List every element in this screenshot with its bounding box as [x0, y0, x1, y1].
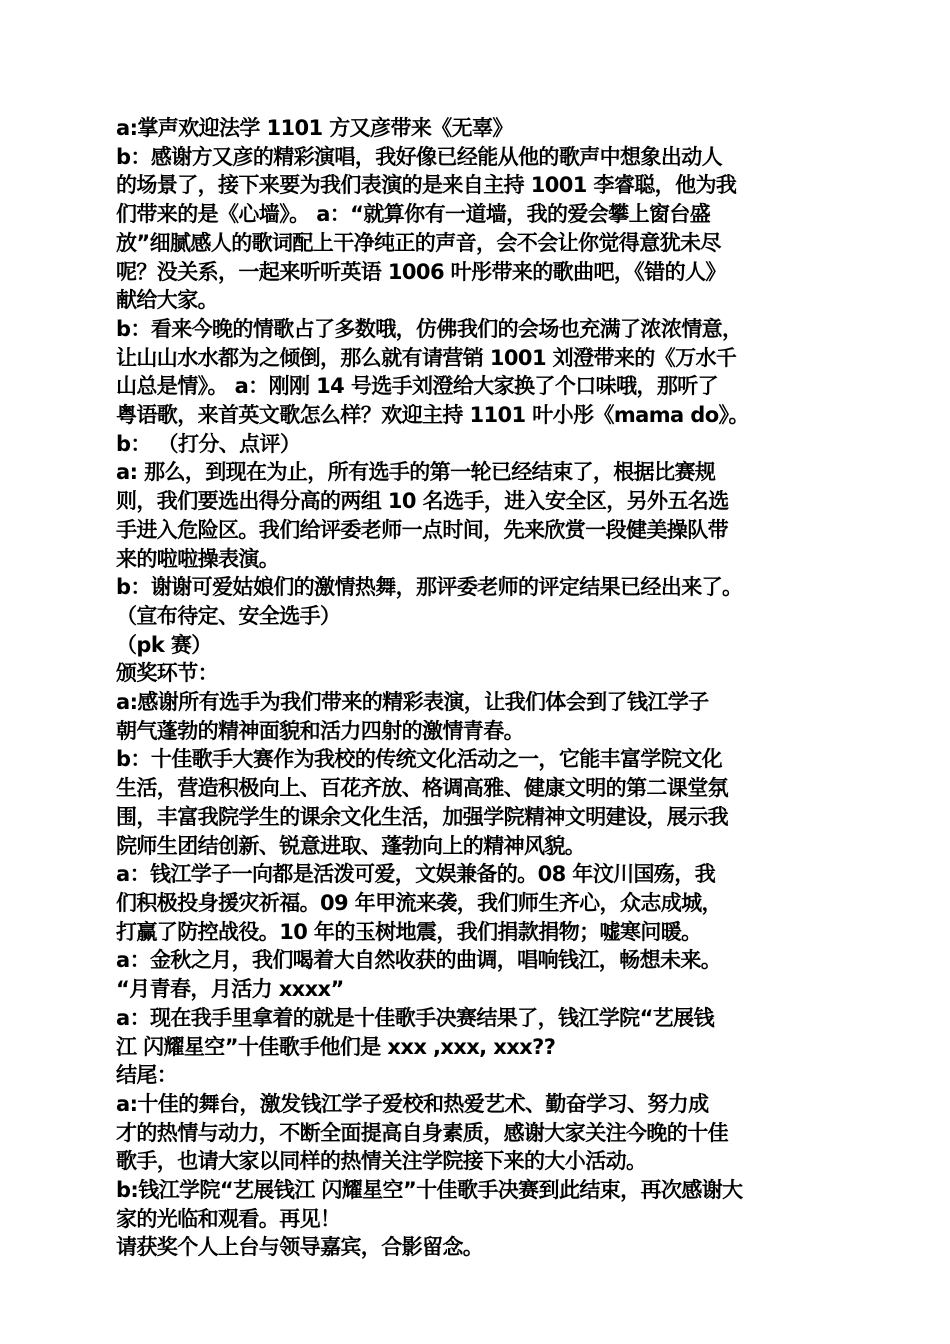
text-line: 歌手，也请大家以同样的热情关注学院接下来的大小活动。 [116, 1149, 647, 1174]
script-paragraph [116, 114, 846, 143]
script-paragraph [116, 458, 846, 573]
text-line: a：金秋之月，我们喝着大自然收获的曲调，唱响钱江，畅想未来。 [116, 948, 722, 973]
text-line: b：感谢方又彦的精彩演唱，我好像已经能从他的歌声中想象出动人 [116, 144, 723, 169]
text-line: 请获奖个人上台与领导嘉宾，合影留念。 [116, 1235, 484, 1260]
text-line: b：十佳歌手大赛作为我校的传统文化活动之一，它能丰富学院文化 [116, 747, 723, 772]
text-line: 江 闪耀星空”十佳歌手他们是 xxx ,xxx, xxx?? [116, 1034, 556, 1059]
text-line: 们带来的是《心墙》。 a：“就算你有一道墙，我的爱会攀上窗台盛 [116, 202, 711, 227]
text-line: 们积极投身援灾祈福。09 年甲流来袭，我们师生齐心，众志成城， [116, 890, 722, 915]
text-line: b：谢谢可爱姑娘们的激情热舞，那评委老师的评定结果已经出来了。 [116, 575, 743, 600]
text-line: a:感谢所有选手为我们带来的精彩表演，让我们体会到了钱江学子 [116, 690, 709, 715]
script-paragraph [116, 1233, 846, 1262]
script-paragraph [116, 1176, 846, 1233]
script-paragraph [116, 745, 846, 860]
script-paragraph [116, 573, 846, 602]
script-paragraph [116, 1061, 846, 1090]
text-line: a: 那么，到现在为止，所有选手的第一轮已经结束了，根据比赛规 [116, 460, 716, 485]
text-line: （宣布待定、安全选手） [116, 603, 341, 628]
text-line: 让山山水水都为之倾倒，那么就有请营销 1001 刘澄带来的《万水千 [116, 345, 737, 370]
text-line: 朝气蓬勃的精神面貌和活力四射的激情青春。 [116, 718, 524, 743]
text-line: a：钱江学子一向都是活泼可爱，文娱兼备的。08 年汶川国殇，我 [116, 862, 716, 887]
text-line: b:钱江学院“艺展钱江 闪耀星空”十佳歌手决赛到此结束，再次感谢大 [116, 1178, 743, 1203]
text-line: 手进入危险区。我们给评委老师一点时间，先来欣赏一段健美操队带 [116, 517, 728, 542]
script-paragraph [116, 946, 846, 1003]
text-line: b：看来今晚的情歌占了多数哦，仿佛我们的会场也充满了浓浓情意， [116, 316, 743, 341]
text-line: a:掌声欢迎法学 1101 方又彦带来《无辜》 [116, 116, 513, 140]
text-line: 打赢了防控战役。10 年的玉树地震，我们捐款捐物；嘘寒问暖。 [116, 919, 702, 944]
text-line: “月青春，月活力 xxxx” [116, 977, 344, 1002]
text-line: 的场景了，接下来要为我们表演的是来自主持 1001 李睿聪，他为我 [116, 173, 737, 198]
script-paragraph [116, 602, 846, 631]
text-line: 放”细腻感人的歌词配上干净纯正的声音，会不会让你觉得意犹未尽 [116, 230, 721, 255]
text-line: 颁奖环节： [116, 661, 218, 686]
text-line: 呢？没关系，一起来听听英语 1006 叶彤带来的歌曲吧，《错的人》 [116, 259, 726, 284]
text-line: b： （打分、点评） [116, 431, 301, 456]
text-line: 院师生团结创新、锐意进取、蓬勃向上的精神风貌。 [116, 833, 586, 858]
text-line: a:十佳的舞台，激发钱江学子爱校和热爱艺术、勤奋学习、努力成 [116, 1091, 709, 1116]
text-line: 生活，营造积极向上、百花齐放、格调高雅、健康文明的第二课堂氛 [116, 776, 728, 801]
text-line: 来的啦啦操表演。 [116, 546, 280, 571]
script-paragraph [116, 1090, 846, 1176]
text-line: 山总是情》。 a：刚刚 14 号选手刘澄给大家换了个口味哦，那听了 [116, 374, 719, 399]
script-paragraph [116, 315, 846, 430]
text-line: （pk 赛） [116, 632, 212, 657]
script-paragraph [116, 143, 846, 315]
text-line: 家的光临和观看。再见！ [116, 1206, 341, 1231]
script-paragraph [116, 1004, 846, 1061]
text-line: 结尾： [116, 1063, 178, 1088]
text-line: a：现在我手里拿着的就是十佳歌手决赛结果了，钱江学院“艺展钱 [116, 1005, 714, 1030]
text-line: 粤语歌，来首英文歌怎么样？欢迎主持 1101 叶小彤《mama do》。 [116, 403, 749, 428]
text-line: 则，我们要选出得分高的两组 10 名选手，进入安全区，另外五名选 [116, 489, 729, 514]
script-paragraph [116, 659, 846, 688]
document-body [116, 114, 846, 1262]
text-line: 才的热情与动力，不断全面提高自身素质，感谢大家关注今晚的十佳 [116, 1120, 728, 1145]
script-paragraph [116, 430, 846, 459]
text-line: 围，丰富我院学生的课余文化生活，加强学院精神文明建设，展示我 [116, 804, 728, 829]
text-line: 献给大家。 [116, 288, 218, 313]
script-paragraph [116, 860, 846, 946]
script-paragraph [116, 631, 846, 660]
script-paragraph [116, 688, 846, 745]
